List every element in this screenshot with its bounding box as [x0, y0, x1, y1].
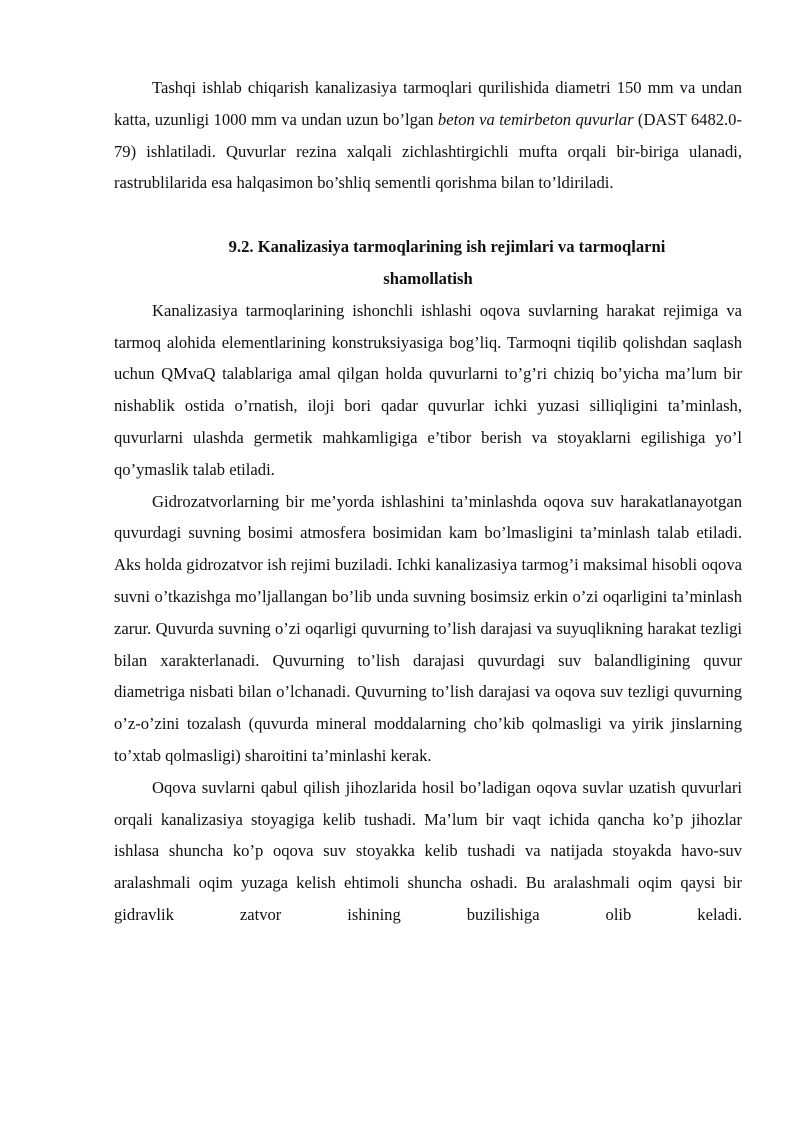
section-spacer — [114, 199, 742, 231]
paragraph-riser-flow: Oqova suvlarni qabul qilish jihozlarida hosil bo’ladigan oqova suvlar uzatish quvurlari orqali kanalizasiya stoyagiga kelib tushadi. Ma’lum bir vaqt ichida qancha ko’p jihozlar ishlasa shuncha ko’p oqova suv stoyakka kelib tushadi va natijada stoyakda havo-suv aralashmali oqim yuzaga kelish ehtimoli shuncha oshadi. Bu aralashmali oqim qaysi bir gidravlik zatvor ishining buzilishiga olib keladi. — [114, 777, 742, 924]
emphasized-term: beton va temirbeton quvurlar — [437, 109, 634, 129]
paragraph-water-seals: Gidrozatvorlarning bir me’yorda ishlashini ta’minlashda oqova suv harakatlanayotgan quvurdagi suvning bosimi atmosfera bosimidan kam bo’lmasligini ta’minlash talab etiladi. Aks holda gidrozatvor ish rejimi buziladi. Ichki kanalizasiya tarmog’i maksimal hisobli oqova suvni o’tkazishga mo’ljallangan bo’lib unda suvning bosimsiz erkin o’zi oqarligini ta’minlash zarur. Quvurda suvning o’zi oqarligi quvurning to’lish darajasi va suyuqlikning harakat tezligi bilan xarakterlanadi. Quvurning to’lish darajasi quvurdagi suv balandligining quvur diametriga nisbati bilan o’lchanadi. Quvurning to’lish darajasi va oqova suv tezligi quvurning o’z-o’zini tozalash (quvurda mineral moddalarning cho’kib qolmasligi va yirik jinslarning to’xtab qolmasligi) sharoitini ta’minlashi kerak. — [114, 491, 742, 765]
paragraph-concrete-pipes — [114, 72, 742, 199]
section-heading-line-2: shamollatish — [383, 268, 473, 288]
document-page — [114, 72, 742, 931]
paragraph-network-reliability: Kanalizasiya tarmoqlarining ishonchli ishlashi oqova suvlarning harakat rejimiga va tarmoq alohida elementlarining konstruksiyasiga bog’liq. Tarmoqni tiqilib qolishdan saqlash uchun QMvaQ talablariga amal qilgan holda quvurlarni to’g’ri chiziq bo’yicha ma’lum bir nishablik ostida o’rnatish, iloji bori qadar quvurlar ichki yuzasi silliqligini ta’minlash, quvurlarni ulashda germetik mahkamligiga e’tibor berish va stoyaklarni egilishiga yo’l qo’ymaslik talab etiladi. — [114, 300, 742, 479]
section-heading-line-1: 9.2. Kanalizasiya tarmoqlarining ish rejimlari va tarmoqlarni — [228, 237, 666, 257]
section-heading — [114, 231, 742, 295]
paragraph-text: Tashqi ishlab chiqarish kanalizasiya tarmoqlari qurilishida diametri 150 mm va undan katta, uzunligi 1000 mm va undan uzun bo’lgan — [114, 78, 742, 129]
paragraph-text: (DAST 6482.0-79) ishlatiladi. Quvurlar rezina xalqali zichlashtirgichli mufta orqali bir-biriga ulanadi, rastrublilarida esa halqasimon bo’shliq sementli qorishma bilan to’ldiriladi. — [114, 109, 743, 193]
